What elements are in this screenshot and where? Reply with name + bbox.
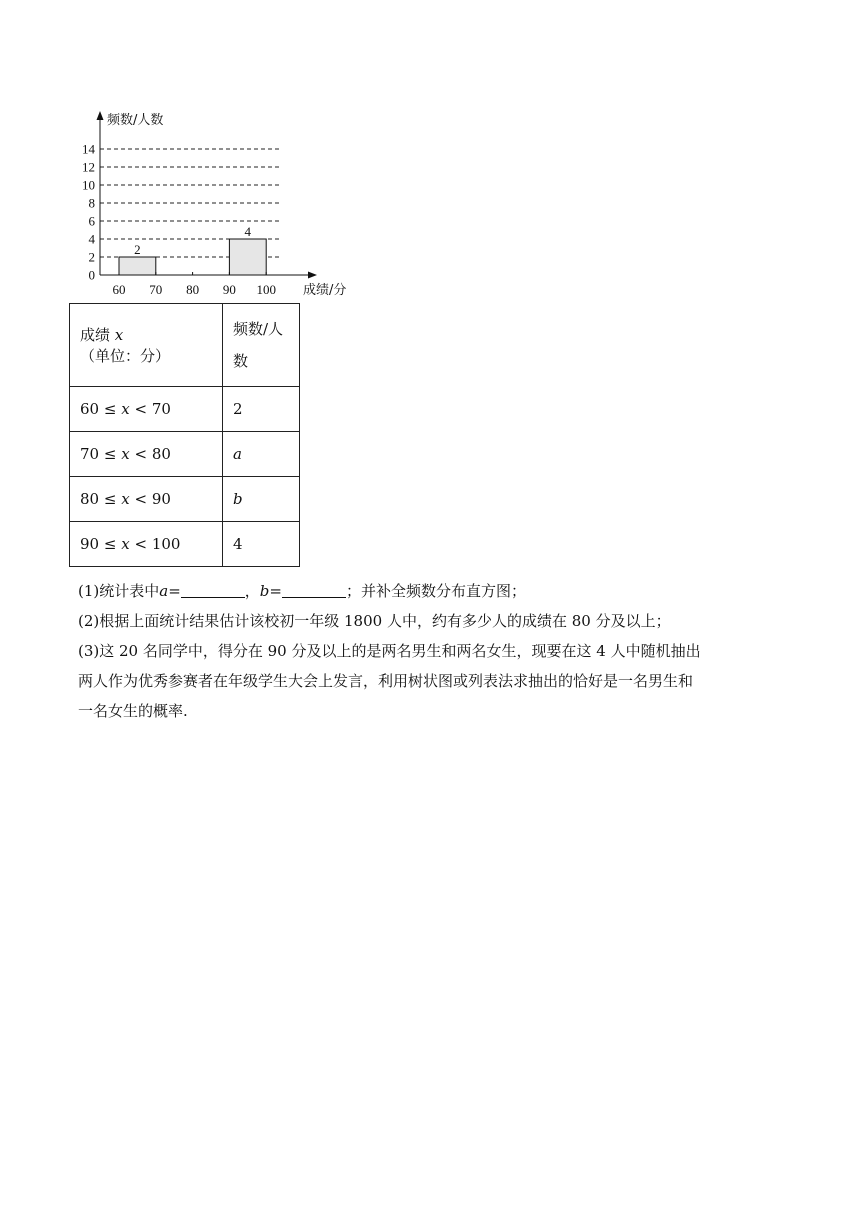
range-high: 90 — [151, 490, 171, 508]
histogram-bar — [229, 239, 266, 275]
lt-symbol: < — [134, 535, 148, 553]
questions — [78, 576, 798, 726]
q1-comma: ， — [244, 582, 260, 600]
range-cell — [70, 432, 223, 477]
y-tick-label: 14 — [82, 141, 95, 157]
y-axis-arrow-icon — [97, 111, 104, 120]
range-cell — [70, 387, 223, 432]
question-1 — [78, 576, 798, 606]
answer-blank-a[interactable] — [181, 581, 245, 598]
y-axis-label: 频数/人数 — [107, 113, 164, 128]
header-score-prefix: 成绩 — [80, 326, 115, 344]
table-row — [70, 432, 300, 477]
header-score-var: x — [114, 326, 124, 344]
range-low: 90 — [80, 535, 100, 553]
range-cell — [70, 522, 223, 567]
le-symbol: ≤ — [103, 445, 117, 463]
bar-data-label: 4 — [244, 224, 252, 239]
header-score-unit: （单位：分） — [80, 347, 171, 365]
header-frequency — [223, 304, 300, 387]
question-3-line-3: 一名女生的概率. — [78, 702, 188, 720]
table-header-row — [70, 304, 300, 387]
histogram-bar — [119, 257, 156, 275]
range-high: 80 — [151, 445, 171, 463]
q1-eq-b: = — [269, 582, 282, 600]
frequency-table — [69, 303, 300, 567]
count-cell — [223, 522, 300, 567]
count-value: a — [233, 445, 242, 463]
range-low: 60 — [80, 400, 100, 418]
x-tick-label: 100 — [256, 282, 276, 297]
count-cell — [223, 432, 300, 477]
header-frequency-line1: 频数/人 — [233, 320, 284, 338]
count-value: 4 — [233, 535, 243, 553]
y-tick-label: 10 — [82, 177, 95, 193]
x-tick-label: 80 — [186, 282, 200, 297]
le-symbol: ≤ — [103, 400, 117, 418]
x-axis-label: 成绩/分 — [303, 283, 347, 298]
le-symbol: ≤ — [103, 490, 117, 508]
le-symbol: ≤ — [103, 535, 117, 553]
y-tick-label: 6 — [88, 213, 95, 229]
y-tick-label: 2 — [88, 249, 95, 265]
question-3-line-2: 两人作为优秀参赛者在年级学生大会上发言，利用树状图或列表法求抽出的恰好是一名男生和 — [78, 672, 694, 690]
range-high: 100 — [151, 535, 181, 553]
count-cell — [223, 387, 300, 432]
lt-symbol: < — [134, 445, 148, 463]
table-row — [70, 522, 300, 567]
table-row — [70, 477, 300, 522]
bar-data-label: 2 — [134, 242, 141, 257]
q1-var-a: a — [159, 582, 169, 600]
range-low: 70 — [80, 445, 100, 463]
range-cell — [70, 477, 223, 522]
y-tick-label: 8 — [88, 195, 95, 211]
y-tick-label: 12 — [82, 159, 95, 175]
x-tick-label: 70 — [149, 282, 163, 297]
q1-eq-a: = — [168, 582, 181, 600]
header-score — [70, 304, 223, 387]
table-row — [70, 387, 300, 432]
range-low: 80 — [80, 490, 100, 508]
count-value: 2 — [233, 400, 243, 418]
bars — [119, 224, 266, 275]
question-3-line-1: (3)这 20 名同学中，得分在 90 分及以上的是两名男生和两名女生，现要在这 4 人中随机抽出 — [78, 642, 701, 660]
x-tick-label: 60 — [112, 282, 126, 297]
q1-text: (1)统计表中 — [78, 582, 160, 600]
range-var: x — [121, 535, 130, 553]
q1-end: ；并补全频数分布直方图； — [345, 582, 526, 600]
q1-var-b: b — [259, 582, 270, 600]
range-var: x — [121, 490, 130, 508]
y-tick-label: 4 — [88, 231, 95, 247]
range-high: 70 — [151, 400, 171, 418]
x-axis-arrow-icon — [308, 272, 317, 279]
lt-symbol: < — [134, 400, 148, 418]
x-tick-label: 90 — [222, 282, 236, 297]
frequency-histogram — [70, 105, 370, 300]
count-cell — [223, 477, 300, 522]
y-tick-label: 0 — [88, 267, 95, 283]
range-var: x — [121, 400, 130, 418]
range-var: x — [121, 445, 130, 463]
question-2: (2)根据上面统计结果估计该校初一年级 1800 人中，约有多少人的成绩在 80 分及以上； — [78, 612, 671, 630]
header-frequency-line2: 数 — [233, 352, 249, 370]
answer-blank-b[interactable] — [282, 581, 346, 598]
count-value: b — [233, 490, 243, 508]
axes — [97, 111, 318, 279]
lt-symbol: < — [134, 490, 148, 508]
